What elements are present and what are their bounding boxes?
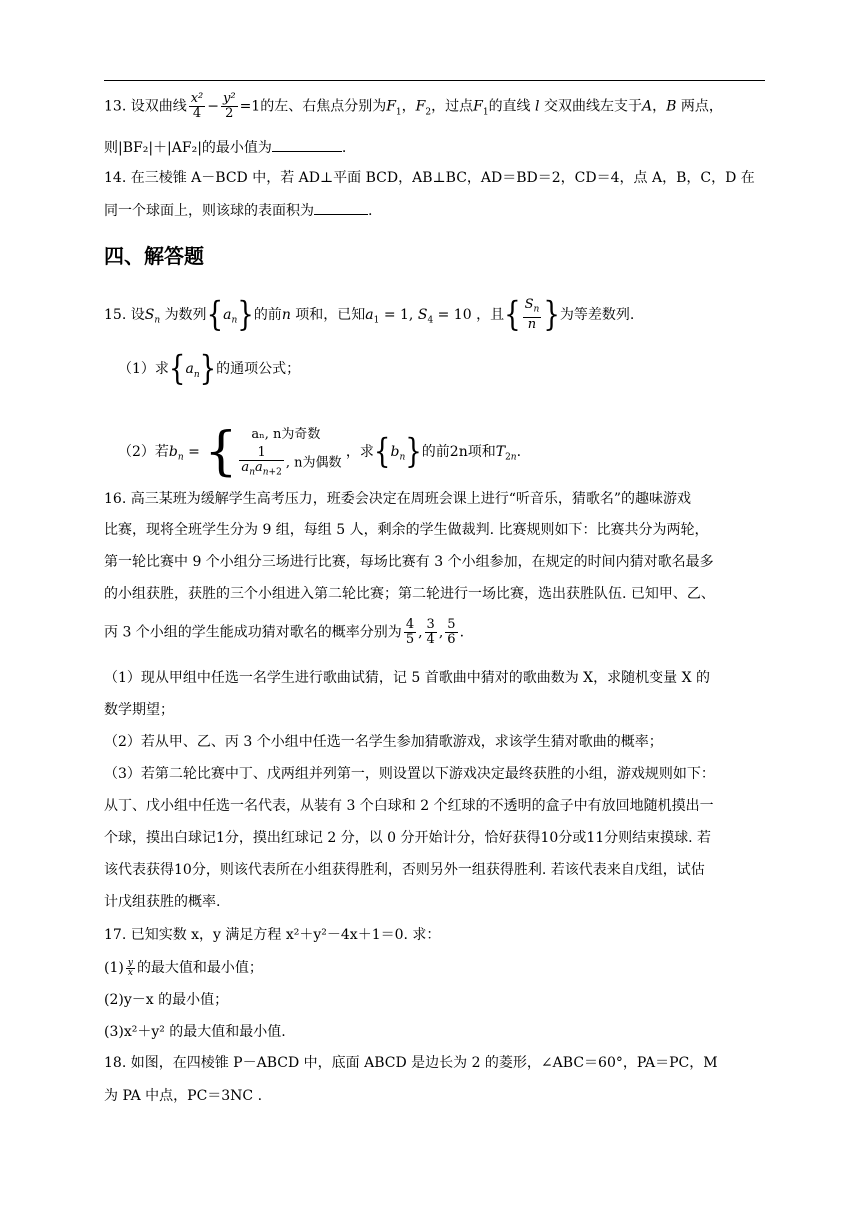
q16-part3d: 该代表获得10分，则该代表所在小组获得胜利，否则另外一组获得胜利. 若该代表来自戊组，试估 bbox=[104, 862, 705, 878]
fraction-y2-over-2: $\frac{\text{y²}}{2}$ bbox=[223, 91, 236, 121]
fraction-x2-over-4: $\frac{\text{x²}}{4}$ bbox=[190, 91, 204, 121]
q18-line2: 为 PA 中点，PC＝3NC . bbox=[104, 1088, 263, 1104]
q16-part3c: 个球，摸出白球记1分，摸出红球记 2 分，以 0 分开始计分，恰好获得10分或11分则结束摸球. 若 bbox=[104, 830, 712, 846]
q15-line1: 15. 设$S_n$ 为数列$\{a_n\}$的前n 项和，已知$a_1 = 1$, $S_4 = 10$ ，且{ $\frac{S_n}{n}$ }为等差数列. bbox=[104, 295, 635, 335]
piecewise-definition: { aₙ, n为奇数 $\frac{1}{a_na_{n+2}}$ , n为偶数 bbox=[204, 421, 342, 482]
q18-line1: 18. 如图，在四棱锥 P－ABCD 中，底面 ABCD 是边长为 2 的菱形，∠ABC＝60°，PA＝PC，M bbox=[104, 1055, 718, 1071]
q14-line1: 14. 在三棱锥 A－BCD 中，若 AD⊥平面 BCD，AB⊥BC，AD＝BD＝2，CD＝4，点 A，B，C，D 在 bbox=[104, 170, 755, 186]
q17-part2: (2)y－x 的最小值； bbox=[104, 992, 229, 1008]
q14-line2: 同一个球面上，则该球的表面积为 . bbox=[104, 200, 372, 221]
q16-part3a: （3）若第二轮比赛中丁、戊两组并列第一，则设置以下游戏决定最终获胜的小组，游戏规则如下： bbox=[104, 766, 715, 782]
q17-part3: (3)x²＋y² 的最大值和最小值. bbox=[104, 1024, 286, 1040]
header-rule bbox=[104, 80, 765, 81]
q16-part3e: 计戊组获胜的概率. bbox=[104, 894, 221, 910]
q16-line4: 的小组获胜，获胜的三个小组进入第二轮比赛；第二轮进行一场比赛，选出获胜队伍. 已知甲、乙、 bbox=[104, 586, 715, 602]
q16-line5: 丙 3 个小组的学生能成功猜对歌名的概率分别为 $\frac{4}{5}$ , $\frac{3}{4}$ , $\frac{5}{6}$ . bbox=[104, 617, 465, 647]
q15-part2: （2）若$b_n$ = { aₙ, n为奇数 $\frac{1}{a_na_{n+2}}$ , n为偶数 ，求$\{b_n\}$的前2n项和$T_{2n}$. bbox=[118, 421, 522, 482]
fraction-sn-over-n: $\frac{S_n}{n}$ bbox=[524, 297, 540, 332]
q16-line3: 第一轮比赛中 9 个小组分三场进行比赛，每场比赛有 3 个小组参加，在规定的时间内猜对歌名最多 bbox=[104, 554, 714, 570]
q13-line1: 13. 设双曲线 $\frac{\text{x²}}{4}$ − $\frac{\text{y²}}{2}$ =1的左、右焦点分别为$F_1$，$F_2$，过点$F_1$的直线 l 交双曲线左支于A，B 两点， bbox=[104, 91, 723, 121]
q15-part1: （1）求$\{a_n\}$的通项公式； bbox=[118, 349, 301, 389]
q16-part1a: （1）现从甲组中任选一名学生进行歌曲试猜，记 5 首歌曲中猜对的歌曲数为 X，求随机变量 X 的 bbox=[104, 670, 710, 686]
section-heading: 四、解答题 bbox=[104, 244, 204, 268]
q17-part1: (1) $\frac{y}{x}$ 的最大值和最小值； bbox=[104, 957, 263, 978]
q13-line2: 则|BF₂|＋|AF₂|的最小值为 . bbox=[104, 137, 346, 158]
q16-line1: 16. 高三某班为缓解学生高考压力，班委会决定在周班会课上进行“听音乐，猜歌名”的趣味游戏 bbox=[104, 491, 692, 507]
q16-part3b: 从丁、戊小组中任选一名代表，从装有 3 个白球和 2 个红球的不透明的盒子中有放回地随机摸出一 bbox=[104, 798, 714, 814]
q17-line1: 17. 已知实数 x，y 满足方程 x²＋y²－4x＋1＝0. 求： bbox=[104, 927, 441, 943]
q16-part2: （2）若从甲、乙、丙 3 个小组中任选一名学生参加猜歌游戏，求该学生猜对歌曲的概率； bbox=[104, 734, 663, 750]
answer-blank-13[interactable] bbox=[272, 137, 342, 152]
q16-part1b: 数学期望； bbox=[104, 702, 174, 718]
q16-line2: 比赛，现将全班学生分为 9 组，每组 5 人，剩余的学生做裁判. 比赛规则如下：比赛共分为两轮， bbox=[104, 522, 709, 538]
answer-blank-14[interactable] bbox=[314, 200, 368, 215]
